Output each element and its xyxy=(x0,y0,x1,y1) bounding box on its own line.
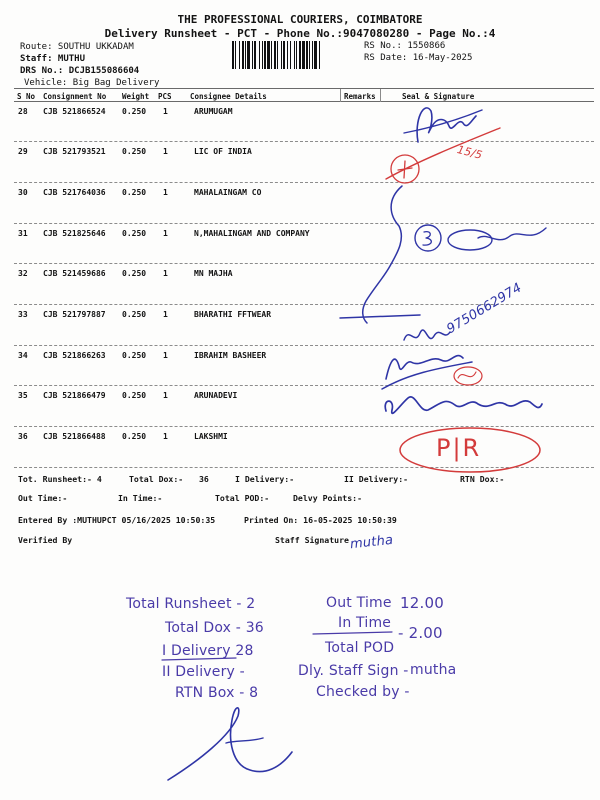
barcode-bar xyxy=(306,41,308,69)
staff-signature-label: Staff Signature xyxy=(275,535,349,545)
total-dox-value: 36 xyxy=(199,474,209,484)
table-row xyxy=(14,102,594,143)
column-consignee-details: Consignee Details xyxy=(190,92,267,101)
handwritten-out-time-label: Out Time xyxy=(326,595,392,611)
i-delivery: I Delivery:- xyxy=(235,474,295,484)
handwritten-staff-sign-value: mutha xyxy=(410,662,457,678)
column-divider xyxy=(340,89,341,102)
ii-delivery: II Delivery:- xyxy=(344,474,409,484)
entered-by: Entered By :MUTHUPCT 05/16/2025 10:50:35 xyxy=(18,515,216,525)
serial-number: 33 xyxy=(18,310,28,319)
consignee-name: BHARATHI FFTWEAR xyxy=(194,310,272,319)
in-time-line xyxy=(313,632,392,634)
pieces-count: 1 xyxy=(163,106,168,116)
handwritten-ii-delivery: II Delivery - xyxy=(162,664,245,680)
barcode-bar xyxy=(264,41,266,69)
barcode-bar xyxy=(267,41,270,69)
barcode-bar xyxy=(277,41,278,69)
consignee-name: N,MAHALINGAM AND COMPANY xyxy=(194,228,310,238)
in-time: In Time:- xyxy=(118,493,163,503)
pieces-count: 1 xyxy=(163,391,168,401)
weight: 0.250 xyxy=(122,147,147,157)
barcode-bar xyxy=(232,41,234,69)
table-row xyxy=(14,427,594,468)
weight: 0.250 xyxy=(122,228,147,238)
consignment-number: CJB 521793521 xyxy=(43,147,106,157)
barcode-bar xyxy=(299,41,301,69)
staff-name: Staff: MUTHU xyxy=(20,54,86,64)
consignment-number: CJB 521797887 xyxy=(43,310,106,319)
barcode-bar xyxy=(239,41,240,69)
table-row xyxy=(14,183,594,224)
serial-number: 28 xyxy=(18,106,28,116)
pieces-count: 1 xyxy=(163,187,168,197)
consignment-number: CJB 521459686 xyxy=(43,269,106,279)
pieces-count: 1 xyxy=(163,432,168,442)
weight: 0.250 xyxy=(122,310,147,319)
barcode-bar xyxy=(254,41,256,69)
column-pcs: PCS xyxy=(158,92,172,101)
handwritten-staff-sign-label: Dly. Staff Sign - xyxy=(298,663,409,679)
weight: 0.250 xyxy=(122,432,147,442)
rtn-dox: RTN Dox:- xyxy=(460,474,505,484)
column-weight: Weight xyxy=(122,92,150,101)
weight: 0.250 xyxy=(122,269,147,279)
pieces-count: 1 xyxy=(163,310,168,319)
pieces-count: 1 xyxy=(163,350,168,360)
verified-by: Verified By xyxy=(18,535,73,545)
barcode-bar xyxy=(302,41,305,69)
handwritten-checked-by: Checked by - xyxy=(316,684,410,700)
column-seal-signature: Seal & Signature xyxy=(402,92,475,101)
barcode-bar xyxy=(319,41,320,69)
consignee-name: ARUMUGAM xyxy=(194,106,233,116)
handwritten-total-dox: Total Dox - 36 xyxy=(165,620,264,636)
runsheet-title: Delivery Runsheet - PCT - Phone No.:9047080280 - Page No.:4 xyxy=(104,27,496,40)
consignee-name: MN MAJHA xyxy=(194,269,233,279)
handwritten-phone-number: 9750662974 xyxy=(444,280,525,337)
barcode-bar xyxy=(283,41,285,69)
barcode-bar xyxy=(312,41,313,69)
pieces-count: 1 xyxy=(163,269,168,279)
column-s-no: S No xyxy=(17,92,36,101)
serial-number: 36 xyxy=(18,432,28,442)
total-runsheet: Tot. Runsheet:- 4 xyxy=(18,474,102,484)
consignee-name: ARUNADEVI xyxy=(194,391,238,401)
consignment-number: CJB 521866479 xyxy=(43,391,106,401)
stamp-text: P|R xyxy=(436,434,482,462)
consignee-name: MAHALAINGAM CO xyxy=(194,187,262,197)
barcode-bar xyxy=(309,41,310,69)
barcode-bar xyxy=(259,41,260,69)
printed-on: Printed On: 16-05-2025 10:50:39 xyxy=(244,515,397,525)
out-time: Out Time:- xyxy=(18,493,68,503)
barcode-bar xyxy=(274,41,276,69)
handwritten-i-delivery: I Delivery 28 xyxy=(162,643,254,659)
handwritten-staff-sign: mutha xyxy=(349,532,394,553)
barcode-bar xyxy=(281,41,282,69)
table-row xyxy=(14,224,594,265)
total-pod: Total POD:- xyxy=(215,493,270,503)
column-remarks: Remarks xyxy=(344,92,376,101)
barcode-bar xyxy=(271,41,272,69)
serial-number: 34 xyxy=(18,350,28,360)
column-divider xyxy=(380,89,381,102)
drs-number: DRS No.: DCJB155086604 xyxy=(20,66,140,76)
pieces-count: 1 xyxy=(163,228,168,238)
column-consignment-no: Consignment No xyxy=(43,92,107,101)
signature-bottom xyxy=(168,708,292,780)
serial-number: 30 xyxy=(18,187,28,197)
route: Route: SOUTHU UKKADAM xyxy=(20,42,134,52)
handwritten-total-pod: Total POD xyxy=(325,640,395,656)
signature-bottom-cross xyxy=(226,738,263,743)
serial-number: 35 xyxy=(18,391,28,401)
consignment-number: CJB 521866524 xyxy=(43,106,106,116)
handwritten-in-time-value: - 2.00 xyxy=(398,624,443,642)
barcode-bar xyxy=(296,41,297,69)
barcode-bar xyxy=(262,41,263,69)
handwritten-rtn-box: RTN Box - 8 xyxy=(175,685,259,701)
handwritten-total-runsheet: Total Runsheet - 2 xyxy=(126,596,256,612)
rs-number: RS No.: 1550866 xyxy=(364,41,446,51)
barcode-bar xyxy=(287,41,288,69)
vehicle: Vehicle: Big Bag Delivery xyxy=(24,78,160,88)
consignee-name: LAKSHMI xyxy=(194,432,228,442)
handwritten-out-time-value: 12.00 xyxy=(400,594,444,612)
consignment-number: CJB 521825646 xyxy=(43,228,106,238)
consignment-number: CJB 521866488 xyxy=(43,432,106,442)
barcode-bar xyxy=(294,41,295,69)
table-header xyxy=(14,88,594,102)
barcode xyxy=(232,41,356,69)
table-row xyxy=(14,346,594,387)
serial-number: 31 xyxy=(18,228,28,238)
serial-number: 29 xyxy=(18,147,28,157)
weight: 0.250 xyxy=(122,106,147,116)
consignee-name: LIC OF INDIA xyxy=(194,147,252,157)
barcode-bar xyxy=(235,41,236,69)
handwritten-date-note: 15/5 xyxy=(455,143,484,162)
barcode-bar xyxy=(245,41,246,69)
weight: 0.250 xyxy=(122,350,147,360)
consignment-number: CJB 521866263 xyxy=(43,350,106,360)
consignee-name: IBRAHIM BASHEER xyxy=(194,350,267,360)
barcode-bar xyxy=(247,41,250,69)
table-row xyxy=(14,142,594,183)
table-row xyxy=(14,305,594,346)
barcode-bar xyxy=(290,41,291,69)
table-row xyxy=(14,386,594,427)
delivery-points: Delvy Points:- xyxy=(293,493,363,503)
handwritten-in-time-label: In Time xyxy=(338,615,392,631)
barcode-bar xyxy=(252,41,253,69)
serial-number: 32 xyxy=(18,269,28,279)
company-name: THE PROFESSIONAL COURIERS, COIMBATORE xyxy=(177,13,423,26)
total-dox-label: Total Dox:- xyxy=(129,474,184,484)
consignment-number: CJB 521764036 xyxy=(43,187,106,197)
rs-date: RS Date: 16-May-2025 xyxy=(364,53,473,63)
barcode-bar xyxy=(242,41,244,69)
pieces-count: 1 xyxy=(163,147,168,157)
weight: 0.250 xyxy=(122,187,147,197)
barcode-bar xyxy=(314,41,317,69)
weight: 0.250 xyxy=(122,391,147,401)
